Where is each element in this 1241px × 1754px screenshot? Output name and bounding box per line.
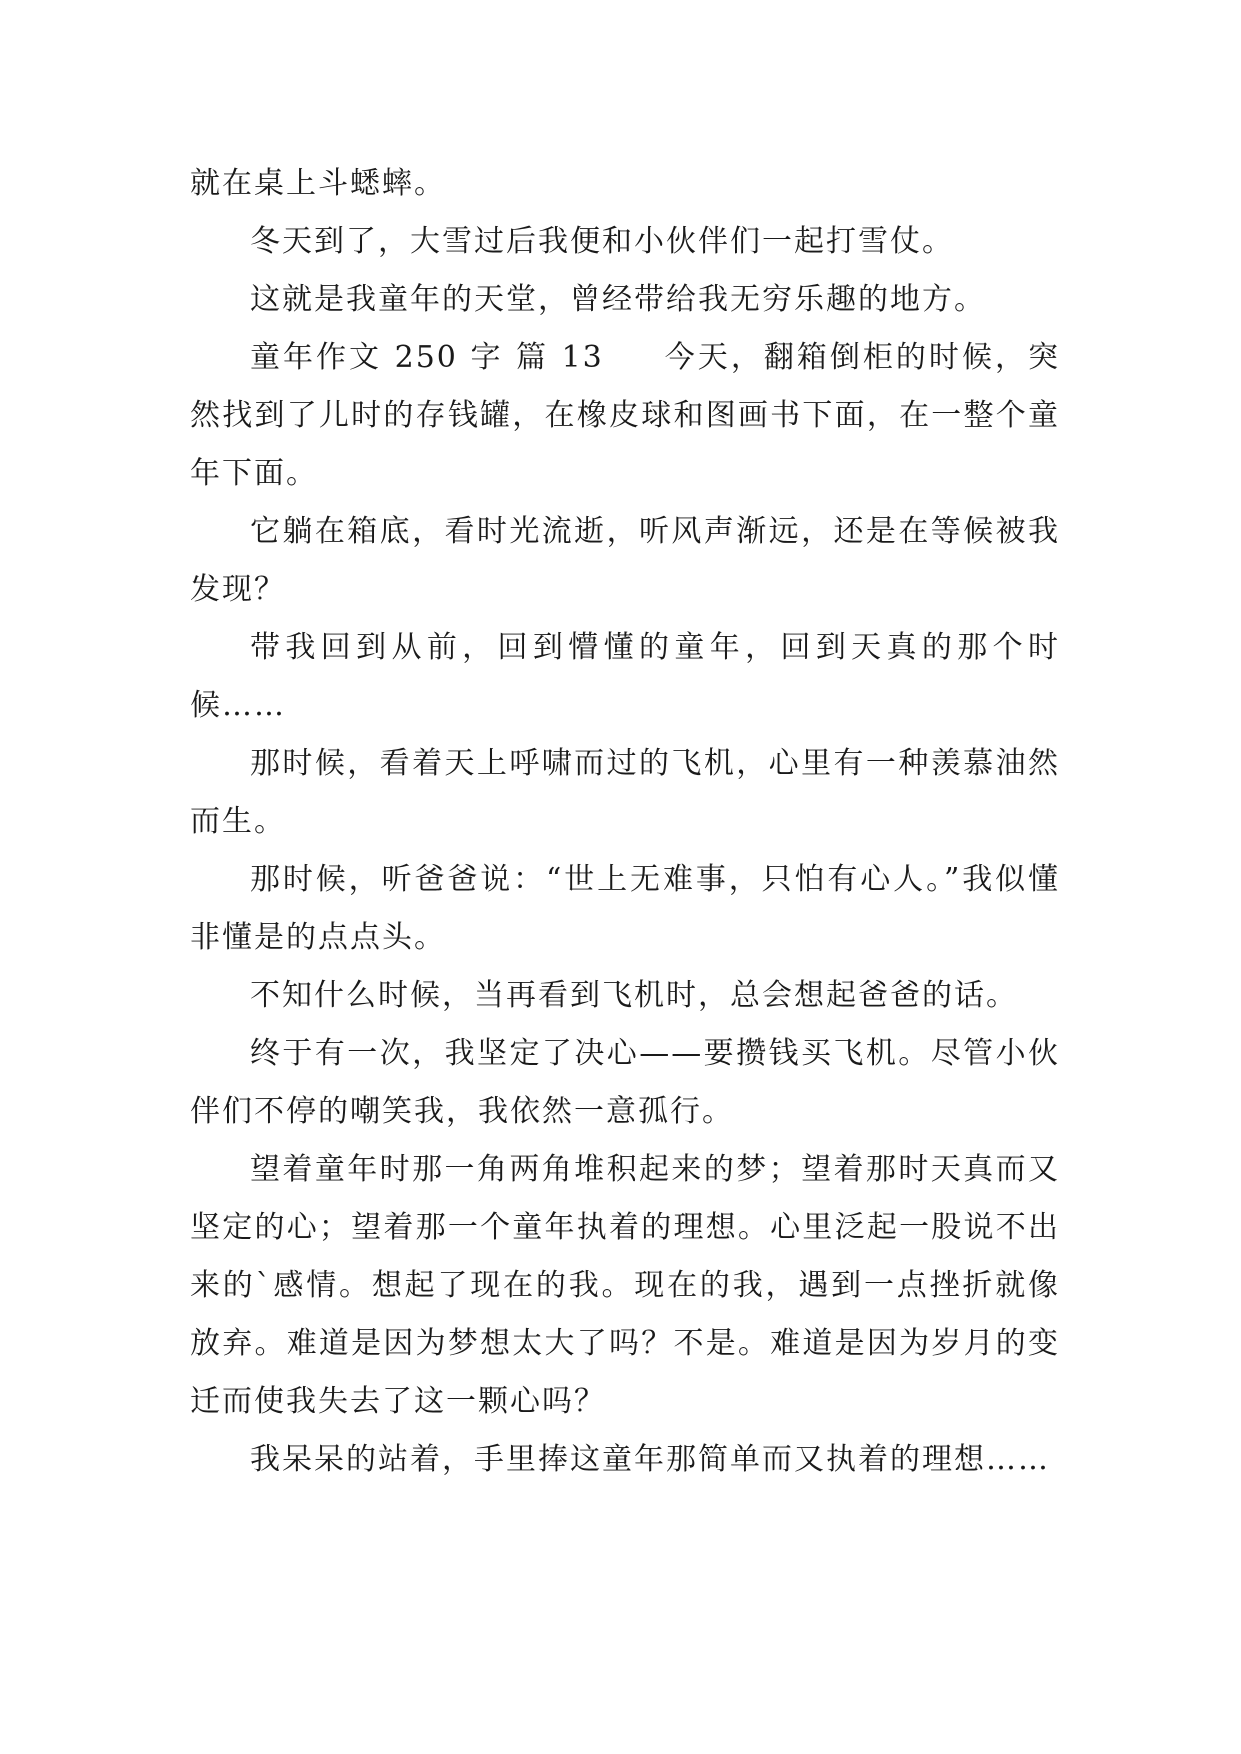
- paragraph-6: 带我回到从前，回到懵懂的童年，回到天真的那个时候……: [190, 630, 1060, 723]
- paragraph-3: 这就是我童年的天堂，曾经带给我无穷乐趣的地方。: [250, 282, 986, 317]
- paragraph-5: 它躺在箱底，看时光流逝，听风声渐远，还是在等候被我发现？: [190, 514, 1060, 607]
- paragraph-2: 冬天到了，大雪过后我便和小伙伴们一起打雪仗。: [250, 224, 954, 259]
- paragraph-7: 那时候，看着天上呼啸而过的飞机，心里有一种羡慕油然而生。: [190, 746, 1060, 839]
- paragraph-12: 我呆呆的站着，手里捧这童年那简单而又执着的理想……: [250, 1442, 1050, 1477]
- paragraph-10: 终于有一次，我坚定了决心——要攒钱买飞机。尽管小伙伴们不停的嘲笑我，我依然一意孤行。: [190, 1036, 1060, 1129]
- section-first-text: 今天，翻箱倒柜的时候，突然找到了儿时的存钱罐，在橡皮球和图画书下面，在一整个童年下面。: [190, 340, 1060, 491]
- section-heading-title: 童年作文 250 字 篇 13: [250, 340, 604, 375]
- document-body: [190, 155, 1060, 1489]
- paragraph-8: 那时候，听爸爸说：“世上无难事，只怕有心人。”我似懂非懂是的点点头。: [190, 862, 1060, 955]
- section-heading-paragraph: [190, 329, 1060, 503]
- paragraph-1: 就在桌上斗蟋蟀。: [190, 166, 446, 201]
- paragraph-9: 不知什么时候，当再看到飞机时，总会想起爸爸的话。: [250, 978, 1018, 1013]
- paragraph-11: 望着童年时那一角两角堆积起来的梦；望着那时天真而又坚定的心；望着那一个童年执着的理想。心里泛起一股说不出来的`感情。想起了现在的我。现在的我，遇到一点挫折就像放弃。难道是因为梦想太大了吗？不是。难道是因为岁月的变迁而使我失去了这一颗心吗？: [190, 1152, 1060, 1419]
